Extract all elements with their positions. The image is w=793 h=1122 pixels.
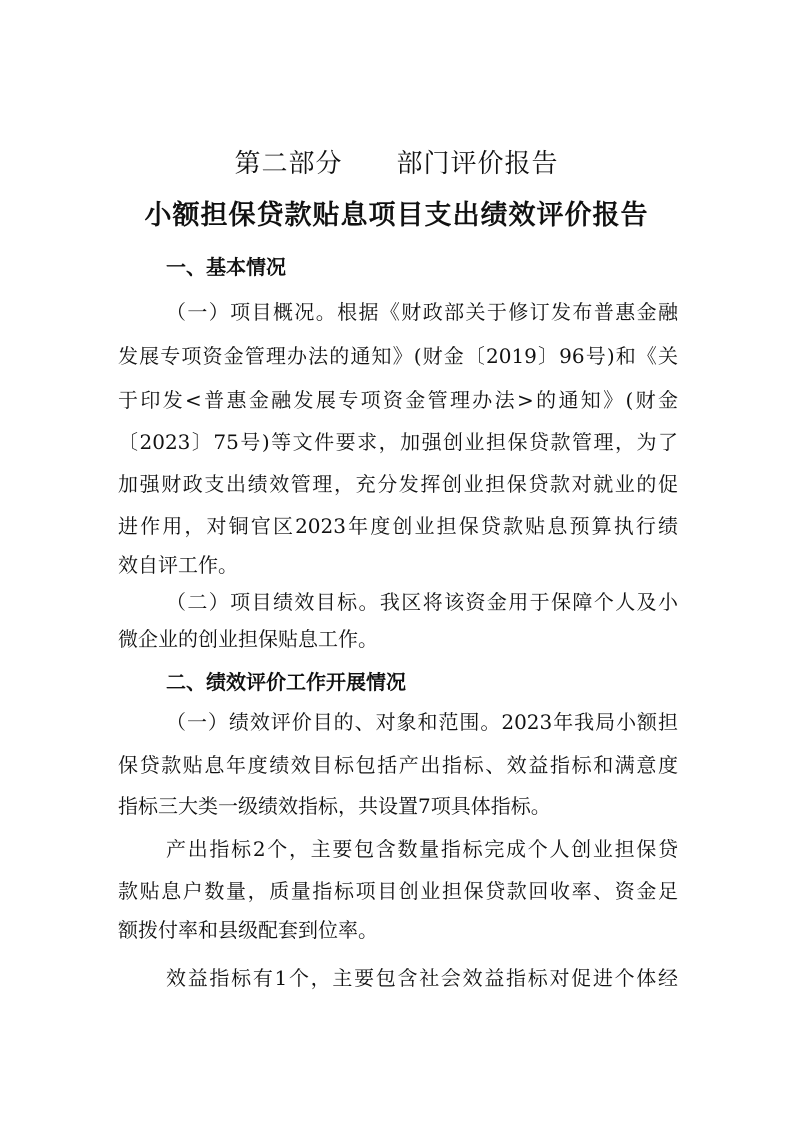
paragraph-line: 效自评工作。 xyxy=(118,553,238,577)
paragraph-line: （二）项目绩效目标。我区将该资金用于保障个人及小 xyxy=(166,590,678,614)
section-heading-evaluation: 二、绩效评价工作开展情况 xyxy=(166,670,406,694)
paragraph-line: 额拨付率和县级配套到位率。 xyxy=(118,918,378,942)
paragraph-line: （一）项目概况。根据《财政部关于修订发布普惠金融 xyxy=(166,300,678,324)
section-heading-basic-info: 一、基本情况 xyxy=(166,255,286,279)
paragraph-line: 保贷款贴息年度绩效目标包括产出指标、效益指标和满意度 xyxy=(118,753,678,777)
paragraph-line: 于印发<普惠金融发展专项资金管理办法>的通知》(财金 xyxy=(118,388,678,412)
paragraph-line: 微企业的创业担保贴息工作。 xyxy=(118,627,378,651)
paragraph-line: 加强财政支出绩效管理，充分发挥创业担保贷款对就业的促 xyxy=(118,472,678,496)
paragraph-line: （一）绩效评价目的、对象和范围。2023年我局小额担 xyxy=(166,710,678,734)
paragraph-line: 指标三大类一级绩效指标，共设置7项具体指标。 xyxy=(118,794,551,818)
paragraph-line: 产出指标2个，主要包含数量指标完成个人创业担保贷 xyxy=(166,837,678,861)
part-title: 第二部分 部门评价报告 xyxy=(234,149,559,179)
paragraph-line: 款贴息户数量，质量指标项目创业担保贷款回收率、资金足 xyxy=(118,879,678,903)
paragraph-line: 效益指标有1个，主要包含社会效益指标对促进个体经 xyxy=(166,966,678,990)
report-title: 小额担保贷款贴息项目支出绩效评价报告 xyxy=(144,200,649,231)
paragraph-line: 发展专项资金管理办法的通知》(财金〔2019〕96号)和《关 xyxy=(118,344,678,368)
paragraph-line: 进作用，对铜官区2023年度创业担保贷款贴息预算执行绩 xyxy=(118,514,678,538)
paragraph-line: 〔2023〕75号)等文件要求，加强创业担保贷款管理，为了 xyxy=(118,430,678,454)
